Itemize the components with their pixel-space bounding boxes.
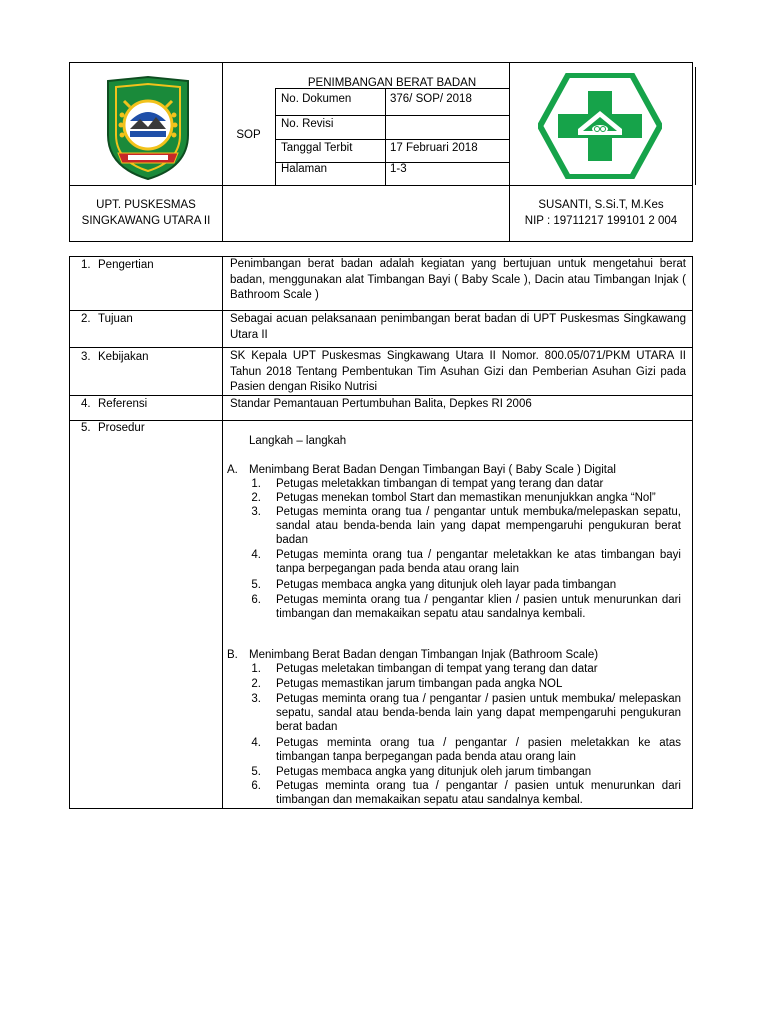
section-number: 5. (81, 422, 91, 434)
divider (70, 310, 692, 311)
step-number: 1. (251, 478, 261, 490)
step-text: Petugas meminta orang tua / pengantar klien / pasien untuk menurunkan dari timbangan dan memakaikan sepatu atau sandalnya kembali. (276, 594, 681, 620)
divider (222, 63, 223, 241)
step-text: Petugas meminta orang tua / pengantar / pasien meletakkan ke atas timbangan tanpa berpegangan pada benda atau orang lain (276, 737, 681, 763)
section-number: 1. (81, 259, 91, 271)
issue-date-label: Tanggal Terbit (281, 142, 353, 154)
step-text: Petugas meminta orang tua / pengantar / pasien untuk membuka/ melepaskan sepatu, sandal atau benda-benda lain yang dapat mempengaruhi pengukuran berat badan (276, 693, 681, 733)
section-label-pengertian: Pengertian (98, 259, 154, 271)
step-number: 5. (251, 579, 261, 591)
step-text: Petugas membaca angka yang ditunjuk oleh layar pada timbangan (276, 579, 617, 591)
section-text-kebijakan: SK Kepala UPT Puskesmas Singkawang Utara II Nomor. 800.05/071/PKM UTARA II Tahun 2018 Tentang Pembentukan Tim Asuhan Gizi dan Pemberian Asuhan Gizi pada Pasien dengan Risiko Nutrisi (230, 350, 686, 393)
step-number: 2. (251, 492, 261, 504)
step-number: 1. (251, 663, 261, 675)
page-value: 1-3 (390, 163, 407, 175)
step-text: Petugas meminta orang tua / pengantar meletakkan ke atas timbangan bayi tanpa berpegangan pada benda atau orang lain (276, 549, 681, 575)
step-text: Petugas meletakkan timbangan di tempat yang terang dan datar (276, 478, 604, 490)
section-text-referensi: Standar Pemantauan Pertumbuhan Balita, Depkes RI 2006 (230, 398, 532, 410)
divider (70, 347, 692, 348)
step-number: 3. (251, 506, 261, 518)
sop-header-table (69, 62, 693, 242)
group-a-title: Menimbang Berat Badan Dengan Timbangan Bayi ( Baby Scale ) Digital (249, 464, 616, 476)
section-number: 3. (81, 351, 91, 363)
section-text-tujuan: Sebagai acuan pelaksanaan penimbangan berat badan di UPT Puskesmas Singkawang Utara II (230, 313, 686, 341)
kota-singkawang-emblem-icon (100, 75, 196, 183)
doc-number-label: No. Dokumen (281, 93, 352, 105)
step-number: 3. (251, 693, 261, 705)
step-number: 2. (251, 678, 261, 690)
divider (222, 257, 223, 808)
step-number: 4. (251, 549, 261, 561)
section-text-pengertian: Penimbangan berat badan adalah kegiatan yang bertujuan untuk mengetahui berat badan, menggunakan alat Timbangan Bayi ( Baby Scale ), Dacin atau Timbangan Injak ( Bathroom Scale ) (230, 258, 686, 301)
step-text: Petugas membaca angka yang ditunjuk oleh jarum timbangan (276, 766, 592, 778)
signer-nip: NIP : 19711217 199101 2 004 (524, 215, 678, 227)
step-number: 4. (251, 737, 261, 749)
section-label-tujuan: Tujuan (98, 313, 133, 325)
revision-label: No. Revisi (281, 118, 334, 130)
divider (695, 67, 696, 185)
doc-number-value: 376/ SOP/ 2018 (390, 93, 472, 105)
divider (70, 420, 692, 421)
sop-body-table (69, 256, 693, 809)
sop-label: SOP (236, 129, 261, 141)
issue-date-value: 17 Februari 2018 (390, 142, 478, 154)
divider (275, 139, 509, 140)
step-text: Petugas menekan tombol Start dan memastikan menunjukkan angka “Nol” (276, 492, 656, 504)
puskesmas-logo-icon (538, 73, 662, 179)
step-text: Petugas meletakan timbangan di tempat yang terang dan datar (276, 663, 598, 675)
group-b-title: Menimbang Berat Badan dengan Timbangan Injak (Bathroom Scale) (249, 649, 599, 661)
step-text: Petugas meminta orang tua / pengantar untuk membuka/melepaskan sepatu, sandal atau benda-benda lain yang dapat mempengaruhi pengukuran berat badan (276, 506, 681, 546)
divider (70, 185, 692, 186)
section-label-kebijakan: Kebijakan (98, 351, 149, 363)
document-title: PENIMBANGAN BERAT BADAN (307, 77, 477, 89)
group-letter: B. (227, 649, 238, 661)
step-number: 5. (251, 766, 261, 778)
section-number: 4. (81, 398, 91, 410)
org-name-line1: UPT. PUSKESMAS (96, 199, 196, 211)
step-text: Petugas meminta orang tua / pengantar / pasien untuk menurunkan dari timbangan dan memakaikan sepatu atau sandalnya kembal. (276, 780, 681, 806)
step-number: 6. (251, 594, 261, 606)
section-label-referensi: Referensi (98, 398, 148, 410)
prosedur-intro: Langkah – langkah (249, 435, 347, 447)
section-label-prosedur: Prosedur (98, 422, 145, 434)
signer-name: SUSANTI, S.Si.T, M.Kes (538, 199, 664, 211)
section-number: 2. (81, 313, 91, 325)
step-text: Petugas memastikan jarum timbangan pada angka NOL (276, 678, 563, 690)
divider (275, 115, 509, 116)
step-number: 6. (251, 780, 261, 792)
divider (385, 88, 386, 185)
divider (275, 88, 276, 185)
org-name-line2: SINGKAWANG UTARA II (81, 215, 211, 227)
group-letter: A. (227, 464, 238, 476)
page-label: Halaman (281, 163, 328, 175)
